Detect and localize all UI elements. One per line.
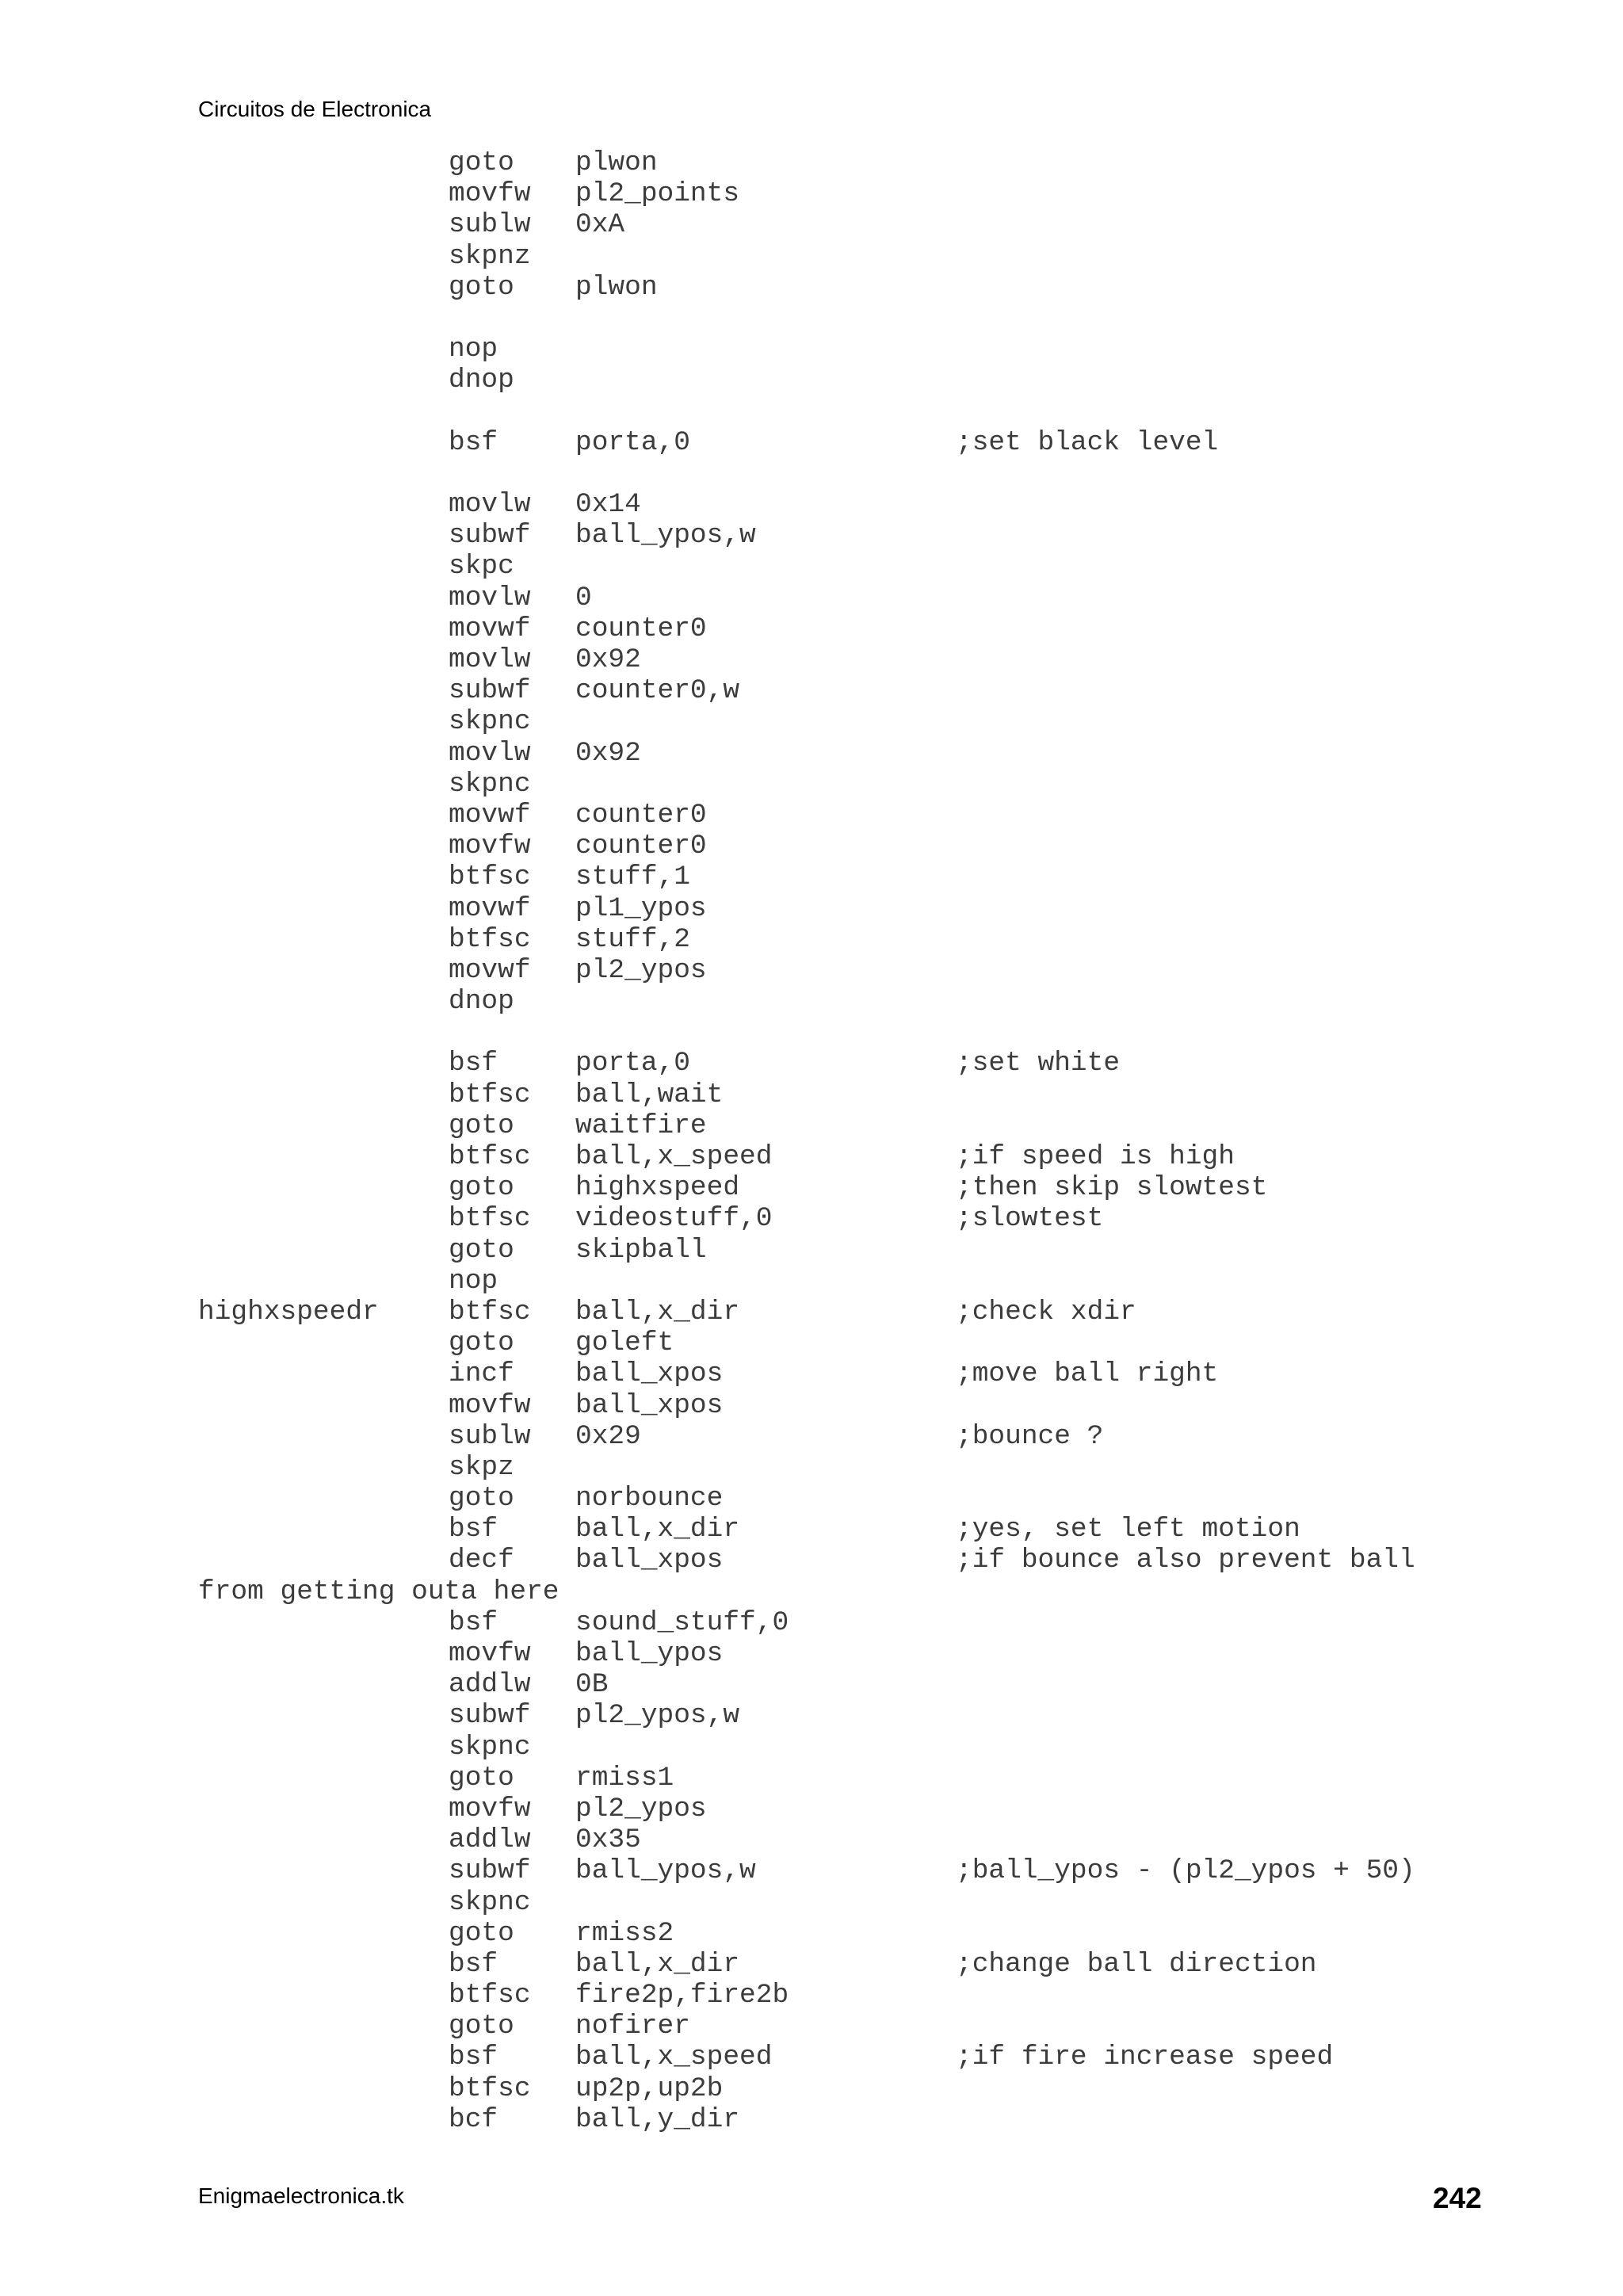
code-instruction: goto: [449, 271, 514, 303]
code-line: [198, 551, 1415, 582]
code-label: [198, 1358, 449, 1389]
code-line: [198, 924, 1415, 955]
code-line: [198, 738, 1415, 769]
code-instruction: btfsc: [449, 861, 531, 893]
code-operand: 0: [575, 582, 592, 613]
code-instruction: dnop: [449, 365, 514, 396]
code-operand: pl1_ypos: [575, 892, 707, 924]
code-label: [198, 986, 449, 1017]
code-line: [198, 272, 1415, 303]
code-instruction: bsf: [449, 1606, 498, 1638]
code-label: [198, 738, 449, 769]
code-operand: [575, 986, 956, 1017]
code-label: [198, 1794, 449, 1824]
code-instruction: btfsc: [449, 1141, 531, 1172]
code-label: [198, 1763, 449, 1794]
code-instruction: sublw: [449, 1420, 531, 1452]
code-line: [198, 675, 1415, 706]
code-line: [198, 613, 1415, 644]
code-instruction: bcf: [449, 2103, 498, 2135]
code-label: [198, 1980, 449, 2011]
code-operand: [575, 706, 956, 737]
code-label: [198, 769, 449, 800]
code-label: [198, 1824, 449, 1855]
code-line: [198, 769, 1415, 800]
code-label: [198, 551, 449, 582]
code-operand: ball_ypos: [575, 1638, 724, 1669]
blank-line: [198, 396, 1415, 427]
code-instruction: subwf: [449, 675, 531, 707]
code-instruction: goto: [449, 1917, 514, 1949]
code-label: [198, 1732, 449, 1763]
code-label: [198, 1048, 449, 1079]
code-operand: 0xA: [575, 209, 625, 241]
code-instruction: movfw: [449, 178, 531, 210]
code-line: [198, 2042, 1415, 2073]
code-line: [198, 1048, 1415, 1079]
code-operand: [575, 1266, 956, 1297]
code-line: [198, 1855, 1415, 1886]
code-line: [198, 1110, 1415, 1141]
code-operand: [575, 1887, 956, 1918]
code-line: [198, 520, 1415, 551]
code-label: [198, 2073, 449, 2104]
code-label: [198, 955, 449, 986]
code-instruction: btfsc: [449, 1980, 531, 2011]
page-number: 242: [1433, 2182, 1482, 2214]
code-instruction: movwf: [449, 954, 531, 986]
code-label: [198, 178, 449, 209]
code-operand: [575, 365, 956, 395]
code-listing: [198, 147, 1415, 2135]
code-line: [198, 1794, 1415, 1824]
code-comment: ;yes, set left motion: [956, 1514, 1300, 1545]
code-instruction: btfsc: [449, 1079, 531, 1110]
code-instruction: goto: [449, 1483, 514, 1515]
code-label: [198, 675, 449, 706]
code-comment: ;if fire increase speed: [956, 2042, 1334, 2073]
code-operand: sound_stuff,0: [575, 1606, 789, 1638]
code-operand: stuff,2: [575, 923, 690, 955]
code-label: [198, 520, 449, 551]
code-label: [198, 706, 449, 737]
code-line: [198, 1887, 1415, 1918]
code-line: [198, 1949, 1415, 1980]
code-operand: skipball: [575, 1234, 707, 1266]
code-operand: 0x29: [575, 1420, 641, 1452]
code-label: [198, 613, 449, 644]
code-line: [198, 1172, 1415, 1203]
code-line: [198, 2104, 1415, 2135]
code-instruction: movfw: [449, 1389, 531, 1421]
code-label: [198, 1172, 449, 1203]
code-operand: up2p,up2b: [575, 2073, 724, 2104]
code-operand: ball,x_dir: [575, 1514, 740, 1545]
code-label: [198, 1079, 449, 1110]
code-operand: ball_ypos,w: [575, 520, 756, 552]
code-instruction: btfsc: [449, 2073, 531, 2104]
code-label: [198, 1607, 449, 1638]
code-line: [198, 706, 1415, 737]
blank-line: [198, 1017, 1415, 1048]
code-label: [198, 1266, 449, 1297]
footer-site: Enigmaelectronica.tk: [198, 2183, 404, 2208]
code-operand: pl2_points: [575, 178, 740, 210]
code-label: [198, 1483, 449, 1514]
code-instruction: movfw: [449, 1793, 531, 1824]
code-operand: 0x35: [575, 1824, 641, 1856]
code-instruction: bsf: [449, 2042, 498, 2073]
code-instruction: subwf: [449, 1700, 531, 1732]
code-operand: waitfire: [575, 1110, 707, 1141]
code-instruction: incf: [449, 1358, 514, 1390]
code-line: [198, 1545, 1415, 1576]
code-line: [198, 1421, 1415, 1452]
code-operand: [575, 1452, 956, 1483]
code-line: [198, 489, 1415, 520]
code-instruction: subwf: [449, 1855, 531, 1887]
code-operand: counter0: [575, 831, 707, 862]
code-comment: ;set black level: [956, 426, 1219, 458]
code-instruction: skpnc: [449, 768, 531, 800]
code-operand: counter0,w: [575, 675, 740, 707]
code-instruction: subwf: [449, 520, 531, 552]
code-comment: ;if bounce also prevent ball: [956, 1545, 1415, 1576]
code-operand: plwon: [575, 271, 658, 303]
code-line: [198, 1732, 1415, 1763]
code-instruction: goto: [449, 147, 514, 178]
code-instruction: nop: [449, 1265, 498, 1297]
code-line: [198, 178, 1415, 209]
code-comment: ;slowtest: [956, 1203, 1104, 1235]
code-line: [198, 147, 1415, 178]
code-comment: ;check xdir: [956, 1296, 1136, 1328]
code-comment: ;if speed is high: [956, 1141, 1235, 1172]
code-operand: ball,x_speed: [575, 1141, 773, 1172]
code-line: [198, 955, 1415, 986]
code-label: [198, 1452, 449, 1483]
code-line: [198, 1297, 1415, 1328]
code-line: [198, 1980, 1415, 2011]
code-line: [198, 365, 1415, 395]
code-instruction: movlw: [449, 737, 531, 769]
code-operand: counter0: [575, 613, 707, 644]
code-operand: ball_xpos: [575, 1358, 724, 1390]
code-instruction: nop: [449, 334, 498, 365]
code-comment: ;bounce ?: [956, 1420, 1104, 1452]
code-label: [198, 831, 449, 861]
code-line: [198, 1576, 1415, 1607]
code-operand: ball,x_dir: [575, 1296, 740, 1328]
code-line: [198, 1514, 1415, 1545]
code-instruction: skpc: [449, 551, 514, 583]
code-line: [198, 241, 1415, 272]
code-operand: ball,x_speed: [575, 2042, 773, 2073]
code-instruction: movlw: [449, 644, 531, 675]
code-line: [198, 861, 1415, 892]
code-operand: 0x92: [575, 644, 641, 675]
code-label: [198, 1235, 449, 1266]
code-operand: ball,y_dir: [575, 2103, 740, 2135]
code-operand: fire2p,fire2b: [575, 1980, 789, 2011]
code-label: [198, 334, 449, 365]
code-instruction: bsf: [449, 1048, 498, 1079]
code-operand: 0x14: [575, 489, 641, 521]
code-instruction: bsf: [449, 1514, 498, 1545]
code-label: [198, 1390, 449, 1421]
code-operand: videostuff,0: [575, 1203, 773, 1235]
code-operand: ball,wait: [575, 1079, 724, 1110]
code-label: [198, 583, 449, 613]
code-label: [198, 644, 449, 675]
code-comment: ;move ball right: [956, 1358, 1219, 1390]
code-line: [198, 1266, 1415, 1297]
code-label: [198, 147, 449, 178]
code-operand: ball_xpos: [575, 1545, 724, 1576]
code-instruction: dnop: [449, 986, 514, 1018]
code-label: [198, 893, 449, 924]
code-label: [198, 1700, 449, 1731]
code-comment: ;ball_ypos - (pl2_ypos + 50): [956, 1855, 1415, 1887]
code-instruction: movfw: [449, 831, 531, 862]
code-operand: nofirer: [575, 2011, 690, 2042]
code-line: [198, 1669, 1415, 1700]
code-label: [198, 427, 449, 458]
code-line: [198, 2073, 1415, 2104]
code-label: [198, 209, 449, 240]
code-operand: porta,0: [575, 1048, 690, 1079]
code-label: [198, 800, 449, 831]
code-instruction: movwf: [449, 892, 531, 924]
code-instruction: btfsc: [449, 1203, 531, 1235]
code-instruction: skpz: [449, 1451, 514, 1483]
code-instruction: skpnc: [449, 1886, 531, 1918]
code-line: [198, 334, 1415, 365]
code-operand: porta,0: [575, 426, 690, 458]
code-line: [198, 1824, 1415, 1855]
code-operand: rmiss2: [575, 1917, 674, 1949]
code-line: [198, 800, 1415, 831]
code-instruction: goto: [449, 1110, 514, 1141]
code-line: [198, 1328, 1415, 1358]
page-header: Circuitos de Electronica: [198, 97, 432, 121]
code-label: [198, 1887, 449, 1918]
code-operand: 0B: [575, 1669, 609, 1701]
code-instruction: movwf: [449, 613, 531, 644]
code-label: [198, 1638, 449, 1669]
code-operand: [575, 241, 956, 272]
code-line: [198, 427, 1415, 458]
code-line: [198, 583, 1415, 613]
code-instruction: skpnz: [449, 240, 531, 272]
code-operand: pl2_ypos: [575, 1793, 707, 1824]
code-line: [198, 1638, 1415, 1669]
code-operand: ball_xpos: [575, 1389, 724, 1421]
code-label: [198, 365, 449, 395]
code-line: [198, 1700, 1415, 1731]
code-label: [198, 272, 449, 303]
code-label: [198, 1669, 449, 1700]
code-label: [198, 861, 449, 892]
code-line: [198, 1141, 1415, 1172]
code-line: [198, 1358, 1415, 1389]
code-label: [198, 1328, 449, 1358]
code-line: [198, 209, 1415, 240]
code-line: [198, 2011, 1415, 2042]
code-comment: ;set white: [956, 1048, 1121, 1079]
code-operand: ball,x_dir: [575, 1948, 740, 1980]
code-instruction: bsf: [449, 1948, 498, 1980]
code-operand: ball_ypos,w: [575, 1855, 756, 1887]
code-operand: pl2_ypos,w: [575, 1700, 740, 1732]
code-instruction: btfsc: [449, 923, 531, 955]
code-instruction: goto: [449, 1762, 514, 1794]
code-label: [198, 2042, 449, 2073]
code-label: [198, 1110, 449, 1141]
code-operand: [575, 769, 956, 800]
code-label: [198, 2011, 449, 2042]
code-instruction: sublw: [449, 209, 531, 241]
code-line: [198, 1452, 1415, 1483]
code-label: [198, 924, 449, 955]
code-instruction: goto: [449, 2011, 514, 2042]
code-label: [198, 1141, 449, 1172]
code-instruction: goto: [449, 1172, 514, 1204]
code-operand: pl2_ypos: [575, 954, 707, 986]
code-label: [198, 241, 449, 272]
code-label: [198, 1203, 449, 1234]
code-comment: ;then skip slowtest: [956, 1172, 1268, 1204]
code-line: [198, 1483, 1415, 1514]
code-operand: norbounce: [575, 1483, 724, 1515]
code-line: [198, 1918, 1415, 1949]
code-line: [198, 1607, 1415, 1638]
code-instruction: addlw: [449, 1824, 531, 1856]
code-label: [198, 1855, 449, 1886]
code-instruction: btfsc: [449, 1296, 531, 1328]
code-line: [198, 831, 1415, 861]
code-line: [198, 1235, 1415, 1266]
code-instruction: movwf: [449, 799, 531, 831]
code-comment: ;change ball direction: [956, 1948, 1317, 1980]
code-operand: goleft: [575, 1328, 674, 1359]
code-label: [198, 1421, 449, 1452]
code-instruction: movfw: [449, 1638, 531, 1669]
code-operand: [575, 1732, 956, 1763]
code-instruction: skpnc: [449, 1731, 531, 1763]
code-label: [198, 1949, 449, 1980]
code-instruction: bsf: [449, 426, 498, 458]
code-operand: counter0: [575, 799, 707, 831]
code-label: [198, 1514, 449, 1545]
code-label: highxspeedr: [198, 1296, 379, 1328]
code-line: [198, 1203, 1415, 1234]
code-line: [198, 1390, 1415, 1421]
blank-line: [198, 458, 1415, 489]
code-line: [198, 893, 1415, 924]
code-line: [198, 644, 1415, 675]
code-instruction: movlw: [449, 489, 531, 521]
code-line: [198, 1079, 1415, 1110]
blank-line: [198, 303, 1415, 334]
code-operand: [575, 551, 956, 582]
code-line: [198, 1763, 1415, 1794]
code-operand: highxspeed: [575, 1172, 740, 1204]
code-label: [198, 2104, 449, 2135]
code-instruction: goto: [449, 1234, 514, 1266]
code-instruction: addlw: [449, 1669, 531, 1701]
comment-continuation: from getting outa here: [198, 1576, 559, 1607]
code-line: [198, 986, 1415, 1017]
code-operand: plwon: [575, 147, 658, 178]
code-operand: [575, 334, 956, 365]
code-label: [198, 1918, 449, 1949]
code-instruction: decf: [449, 1545, 514, 1576]
code-operand: stuff,1: [575, 861, 690, 893]
code-instruction: skpnc: [449, 706, 531, 738]
code-operand: rmiss1: [575, 1762, 674, 1794]
code-operand: 0x92: [575, 737, 641, 769]
code-instruction: movlw: [449, 582, 531, 613]
code-instruction: goto: [449, 1328, 514, 1359]
code-label: [198, 489, 449, 520]
code-label: [198, 1545, 449, 1576]
